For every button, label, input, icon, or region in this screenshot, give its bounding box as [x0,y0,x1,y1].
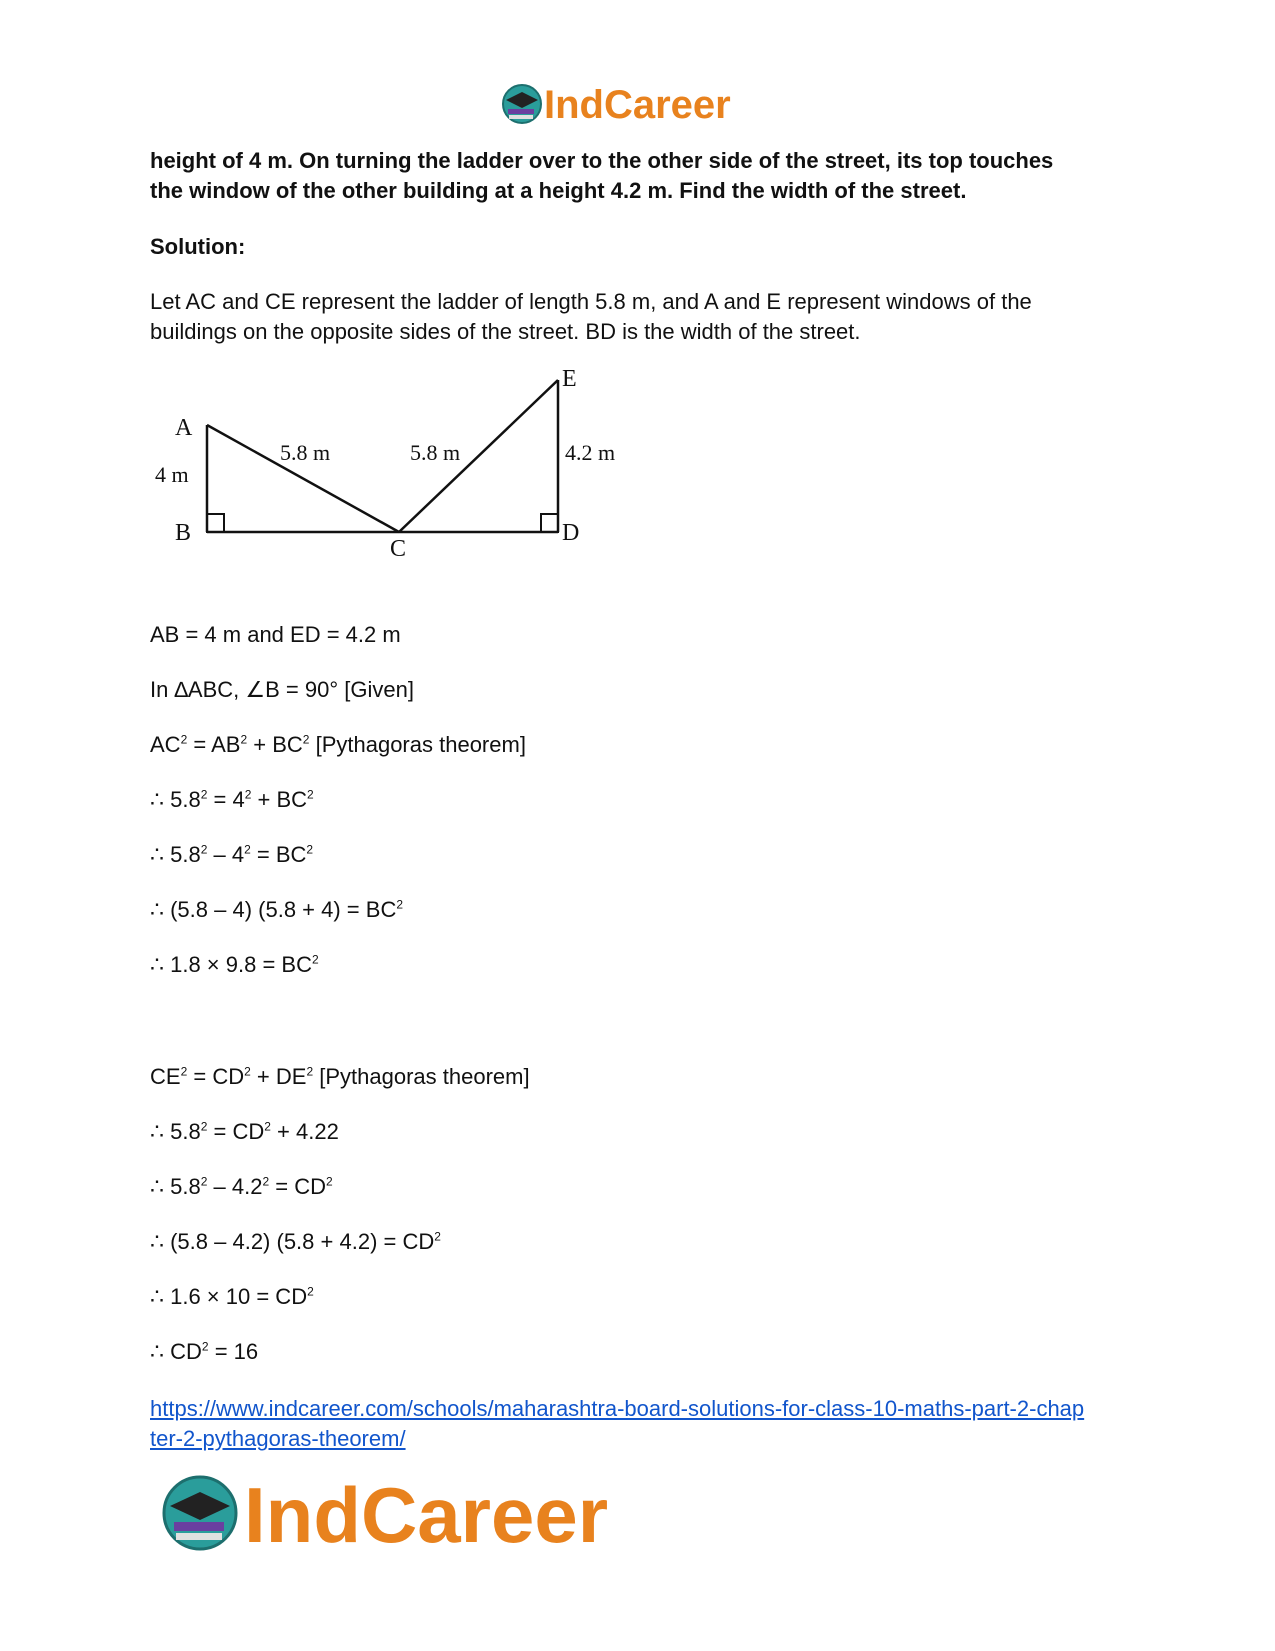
step-text: ∴ 1.8 × 9.8 = BC [150,952,312,977]
step-text: ∴ 5.8 [150,1174,201,1199]
step-line [150,1337,1140,1367]
superscript: 2 [396,897,404,912]
step-text: + 4.22 [270,1119,339,1144]
superscript: 2 [201,1339,209,1354]
label-e: E [562,366,577,392]
step-text: ∴ CD [150,1339,202,1364]
ladder-diagram [150,366,650,590]
question-line-2: the window of the other building at a height 4.2 m. Find the width of the street. [150,178,967,203]
step-text: – 4 [207,842,245,867]
length-ac: 5.8 m [280,440,331,465]
step-text: ∴ 1.6 × 10 = CD [150,1284,308,1309]
label-b: B [175,520,192,546]
solution-description [150,287,1140,347]
source-link[interactable] [150,1394,1150,1454]
superscript: 2 [244,842,251,857]
footer-logo-globe-icon [164,1477,236,1549]
superscript: 2 [200,787,208,802]
step-line [150,675,1140,705]
superscript: 2 [244,1064,251,1079]
step-line [150,1282,1140,1312]
superscript: 2 [306,1064,314,1079]
superscript: 2 [311,952,319,967]
source-link-line-1[interactable]: https://www.indcareer.com/schools/maharashtra-board-solutions-for-class-10-maths-part-2-chap [150,1396,1085,1421]
right-angle-d [541,514,558,532]
logo-globe-icon [503,85,541,123]
step-line [150,950,1140,980]
indcareer-logo [500,78,780,130]
superscript: 2 [240,732,248,747]
step-text: ∴ (5.8 – 4.2) (5.8 + 4.2) = CD [150,1229,435,1254]
step-line [150,620,1140,650]
step-text: [Pythagoras theorem] [309,732,526,757]
superscript: 2 [325,1174,333,1189]
solution-steps [150,620,1140,1392]
superscript: 2 [180,732,188,747]
step-text: [Pythagoras theorem] [313,1064,530,1089]
step-line [150,895,1140,925]
question-line-1: height of 4 m. On turning the ladder over to the other side of the street, its top touches [150,148,1054,173]
step-text: – 4.2 [207,1174,263,1199]
superscript: 2 [200,1119,208,1134]
description-line-1: Let AC and CE represent the ladder of length 5.8 m, and A and E represent windows of the [150,289,1032,314]
superscript: 2 [180,1064,188,1079]
superscript: 2 [264,1119,271,1134]
step-text: ∴ (5.8 – 4) (5.8 + 4) = BC [150,897,397,922]
length-ab: 4 m [155,462,189,487]
step-line [150,1172,1140,1202]
label-a: A [175,415,193,441]
superscript: 2 [306,842,314,857]
superscript: 2 [200,842,208,857]
step-line [150,1062,1140,1092]
superscript: 2 [434,1229,441,1244]
step-line [150,1227,1140,1257]
step-text: = 16 [208,1339,259,1364]
footer-logo-text: IndCareer [244,1471,609,1559]
question-text [150,146,1140,206]
label-d: D [562,520,580,546]
label-c: C [390,536,407,562]
step-line [150,1117,1140,1147]
length-ed: 4.2 m [565,440,616,465]
superscript: 2 [302,732,310,747]
solution-label: Solution: [150,234,246,259]
step-line [150,840,1140,870]
step-text: ∴ 5.8 [150,787,201,812]
superscript: 2 [307,1284,314,1299]
step-text: = BC [250,842,307,867]
superscript: 2 [244,787,252,802]
step-text: In ∆ABC, ∠B = 90° [Given] [150,677,414,702]
step-text: ∴ 5.8 [150,842,201,867]
step-text: AB = 4 m and ED = 4.2 m [150,622,401,647]
step-text: + DE [250,1064,307,1089]
step-text: = 4 [207,787,245,812]
source-link-line-2[interactable]: ter-2-pythagoras-theorem/ [150,1426,406,1451]
step-text: ∴ 5.8 [150,1119,201,1144]
superscript: 2 [262,1174,270,1189]
step-text: = AB [187,732,241,757]
step-text: CE [150,1064,181,1089]
superscript: 2 [200,1174,208,1189]
length-ce: 5.8 m [410,440,461,465]
step-line [150,785,1140,815]
step-text: + BC [251,787,308,812]
step-text: AC [150,732,181,757]
step-text: = CD [187,1064,245,1089]
step-text: + BC [247,732,303,757]
step-text: = CD [269,1174,326,1199]
right-angle-b [207,514,224,532]
superscript: 2 [307,787,314,802]
indcareer-footer-logo [160,1468,720,1558]
step-line [150,730,1140,760]
step-text: = CD [207,1119,265,1144]
description-line-2: buildings on the opposite sides of the street. BD is the width of the street. [150,319,861,344]
logo-text: IndCareer [544,83,731,127]
